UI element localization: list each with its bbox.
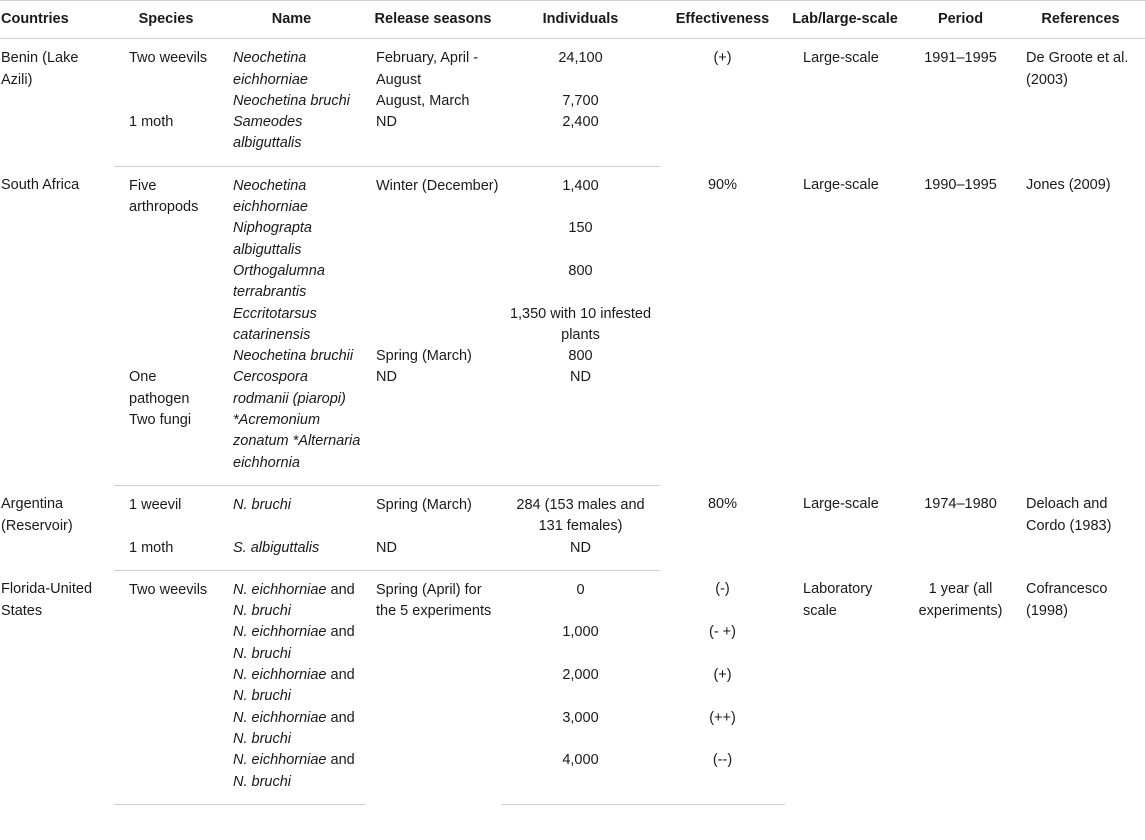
individuals-cell: 7,700	[562, 92, 599, 109]
group-south-africa	[0, 166, 1145, 485]
reference-cell: Deloach and Cordo (1983)	[1026, 496, 1112, 534]
table-row	[0, 570, 1145, 622]
name-part-a: N. eichhorniae	[233, 709, 327, 726]
reference-cell: De Groote et al. (2003)	[1026, 50, 1129, 88]
header-effectiveness: Effectiveness	[660, 1, 785, 39]
species-cell: 1 weevil	[129, 496, 182, 513]
individuals-cell: 150	[568, 220, 593, 237]
group-florida	[0, 570, 1145, 804]
season-cell	[365, 261, 501, 304]
individuals-cell: 4,000	[501, 750, 660, 804]
season-cell: ND	[365, 367, 501, 485]
name-part-b: N. bruchi	[233, 773, 292, 790]
species-cell	[114, 261, 218, 304]
season-cell: August, March	[376, 92, 470, 109]
species-cell: Two weevils	[129, 50, 208, 67]
effectiveness-cell: (- +)	[709, 624, 736, 641]
name-part-b: N. bruchi	[233, 688, 292, 705]
name-joiner: and	[326, 667, 355, 684]
name-cell	[218, 665, 365, 708]
name-cell: Niphograpta albiguttalis	[233, 220, 312, 258]
period-cell: 1 year (all experiments)	[918, 581, 1003, 619]
effectiveness-cell: (++)	[709, 709, 736, 726]
name-part-a: N. eichhorniae	[233, 752, 327, 769]
header-period: Period	[905, 1, 1016, 39]
name-cell: S. albiguttalis	[218, 538, 365, 571]
individuals-cell: 1,350 with 10 infested plants	[509, 305, 652, 343]
individuals-cell: ND	[501, 538, 660, 571]
name-cell	[218, 750, 365, 804]
name-cell: Neochetina bruchii	[233, 348, 354, 365]
scale-cell: Large-scale	[803, 496, 879, 513]
name-part-b: N. bruchi	[233, 730, 292, 747]
name-cell	[218, 622, 365, 665]
name-cell	[218, 708, 365, 751]
period-cell: 1974–1980	[924, 496, 997, 513]
name-part-b: N. bruchi	[233, 645, 292, 662]
effectiveness-cell: (+)	[713, 50, 732, 67]
reference-cell: Cofrancesco (1998)	[1026, 581, 1108, 619]
name-part-a: N. eichhorniae	[233, 581, 327, 598]
scale-cell: Large-scale	[803, 177, 879, 194]
country-cell: Benin (Lake Azili)	[1, 50, 79, 88]
header-row	[0, 1, 1145, 39]
name-joiner: and	[326, 752, 355, 769]
individuals-cell: 0	[576, 581, 585, 598]
name-joiner: and	[326, 581, 355, 598]
reference-cell: Jones (2009)	[1026, 177, 1111, 194]
season-cell: Spring (March)	[376, 348, 472, 365]
country-cell: Florida-United States	[1, 581, 93, 619]
header-name: Name	[218, 1, 365, 39]
species-cell: 1 moth	[114, 112, 218, 166]
name-cell	[218, 570, 365, 622]
species-cell	[114, 665, 218, 708]
season-cell: ND	[365, 112, 501, 166]
season-cell: February, April - August	[376, 50, 479, 88]
header-references: References	[1016, 1, 1145, 39]
name-part-b: N. bruchi	[233, 603, 292, 620]
species-cell	[114, 750, 218, 804]
season-cell	[365, 304, 501, 347]
name-part-a: N. eichhorniae	[233, 624, 327, 641]
species-cell: 1 moth	[114, 538, 218, 571]
season-cell: ND	[365, 538, 501, 571]
effectiveness-cell: (-)	[715, 581, 730, 598]
name-cell: Eccritotarsus catarinensis	[233, 305, 317, 343]
header-release-seasons: Release seasons	[365, 1, 501, 39]
individuals-cell: ND	[501, 367, 660, 485]
effectiveness-cell: (--)	[660, 750, 785, 804]
country-cell: South Africa	[1, 177, 80, 194]
individuals-cell: 284 (153 males and 131 females)	[516, 496, 645, 535]
group-benin	[0, 39, 1145, 166]
species-cell: One pathogen Two fungi	[114, 367, 218, 485]
name-cell: Sameodes albiguttalis	[218, 112, 365, 166]
individuals-cell: 1,400	[562, 177, 599, 194]
name-cell: Neochetina bruchi	[233, 92, 350, 109]
header-species: Species	[114, 1, 218, 39]
individuals-cell: 800	[568, 348, 593, 365]
effectiveness-cell: (+)	[713, 667, 732, 684]
header-countries: Countries	[0, 1, 114, 39]
effectiveness-cell: 90%	[707, 177, 738, 194]
header-individuals: Individuals	[501, 1, 660, 39]
scale-cell: Laboratory scale	[803, 581, 873, 619]
species-cell: Five arthropods	[129, 177, 199, 216]
scale-cell: Large-scale	[803, 50, 879, 67]
species-cell: Two weevils	[129, 581, 208, 598]
individuals-cell: 3,000	[562, 709, 599, 726]
table-row	[0, 166, 1145, 218]
individuals-cell: 2,400	[501, 112, 660, 166]
header-scale: Lab/large-scale	[785, 1, 905, 39]
period-cell: 1991–1995	[924, 50, 997, 67]
group-argentina	[0, 485, 1145, 570]
individuals-cell: 800	[568, 262, 593, 279]
period-cell: 1990–1995	[924, 177, 997, 194]
name-cell: N. bruchi	[233, 496, 292, 513]
table-row	[0, 485, 1145, 537]
name-cell: Orthogalumna terrabrantis	[233, 262, 325, 301]
name-cell: Neochetina eichhorniae	[233, 177, 308, 216]
season-cell: Spring (April) for the 5 experiments	[376, 581, 492, 620]
species-cell	[114, 91, 218, 112]
name-joiner: and	[326, 709, 355, 726]
species-cell	[114, 218, 218, 261]
individuals-cell: 1,000	[562, 624, 599, 641]
name-cell: Cercospora rodmanii (piaropi) *Acremonium zonatum *Alternaria eichhornia	[218, 367, 365, 485]
species-cell	[114, 708, 218, 751]
country-cell: Argentina (Reservoir)	[1, 496, 73, 534]
individuals-cell: 2,000	[562, 667, 599, 684]
effectiveness-cell: 80%	[707, 496, 738, 513]
season-cell	[365, 218, 501, 261]
species-cell	[114, 622, 218, 665]
species-cell	[114, 346, 218, 367]
species-cell	[114, 304, 218, 347]
season-cell: Spring (March)	[376, 496, 472, 513]
individuals-cell: 24,100	[558, 50, 603, 67]
season-cell: Winter (December)	[376, 177, 499, 194]
name-part-a: N. eichhorniae	[233, 667, 327, 684]
table-row	[0, 39, 1145, 91]
name-cell: Neochetina eichhorniae	[233, 50, 308, 88]
name-joiner: and	[326, 624, 355, 641]
